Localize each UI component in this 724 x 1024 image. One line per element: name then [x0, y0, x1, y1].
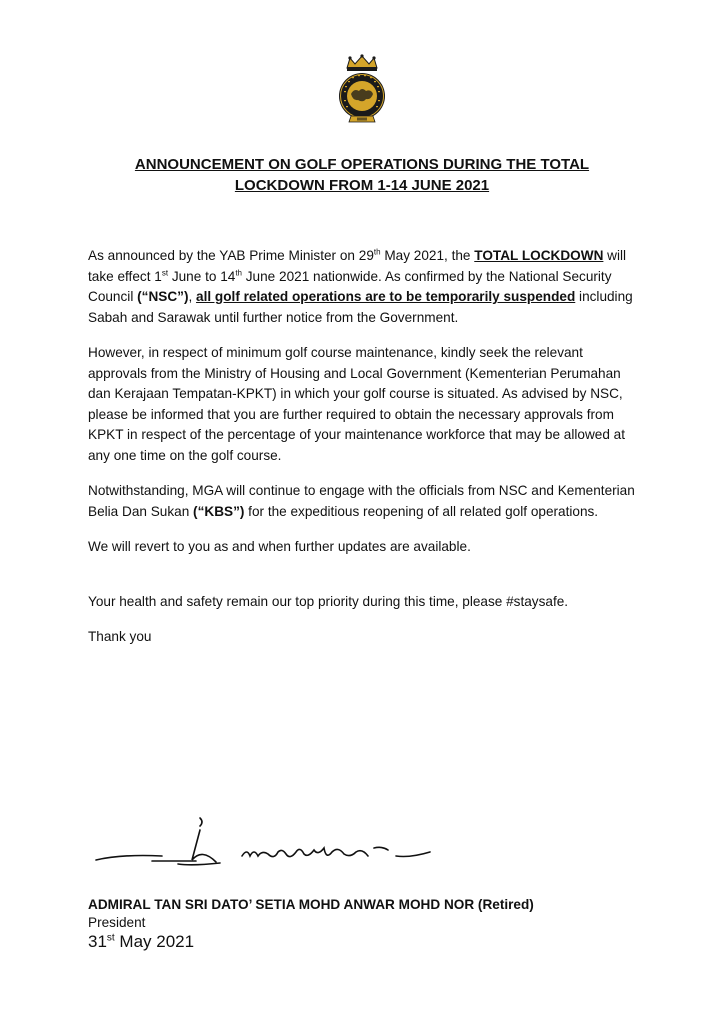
signer-role: President — [88, 915, 146, 930]
nsc-abbr: (“NSC”) — [137, 289, 189, 304]
signer-suffix: (Retired) — [474, 897, 534, 912]
handwritten-signature — [92, 808, 442, 874]
paragraph-engagement — [88, 481, 643, 522]
paragraph-updates: We will revert to you as and when further updates are available. — [88, 539, 471, 554]
text: will take effect 1 — [88, 248, 627, 284]
signer-name — [88, 897, 534, 912]
date-day: 31 — [88, 932, 107, 951]
paragraph-safety: Your health and safety remain our top priority during this time, please #staysafe. — [88, 593, 569, 609]
text: June 2021 nationwide. As confirmed by the National Security Council — [88, 268, 612, 304]
total-lockdown-emphasis: TOTAL LOCKDOWN — [474, 248, 604, 263]
date-superscript: st — [106, 932, 115, 944]
suspension-emphasis: all golf related operations are to be temporarily suspended — [196, 289, 576, 304]
announcement-body — [88, 246, 643, 663]
paragraph-maintenance: However, in respect of minimum golf course maintenance, kindly seek the relevant approvals from the Ministry of Housing and Local Government (Kementerian Perumahan dan Kerajaan Tempatan-KPKT) in which your golf course is situated. As advised by NSC, please be informed that you are further required to obtain the necessary approvals from KPKT in respect of the percentage of your maintenance workforce that may be allowed at any one time on the golf course. — [88, 345, 625, 463]
title-line-1: ANNOUNCEMENT ON GOLF OPERATIONS DURING THE TOTAL — [134, 156, 590, 173]
text: for the expeditious reopening of all related golf operations. — [244, 503, 599, 519]
superscript: th — [235, 267, 242, 277]
kbs-abbr: (“KBS”) — [193, 503, 245, 519]
text: , — [188, 289, 197, 304]
signing-date — [88, 932, 194, 952]
golf-association-crest-icon — [337, 54, 387, 130]
text: including Sabah and Sarawak until further notice from the Government. — [88, 289, 633, 325]
superscript: st — [161, 267, 169, 277]
title-line-2: LOCKDOWN FROM 1-14 JUNE 2021 — [234, 177, 490, 194]
paragraph-lockdown — [88, 246, 643, 328]
text: As announced by the YAB Prime Minister on 29 — [88, 248, 374, 263]
superscript: th — [373, 247, 381, 257]
text: May 2021, the — [380, 248, 475, 263]
date-rest: May 2021 — [114, 932, 195, 951]
paragraph-thanks: Thank you — [88, 629, 152, 644]
announcement-title — [60, 154, 664, 196]
text: June to 14 — [168, 268, 236, 284]
text: Notwithstanding, MGA will continue to engage with the officials from NSC and Kementerian Belia Dan Sukan — [88, 483, 635, 519]
signer-name-text: ADMIRAL TAN SRI DATO’ SETIA MOHD ANWAR MOHD NOR — [88, 897, 475, 912]
